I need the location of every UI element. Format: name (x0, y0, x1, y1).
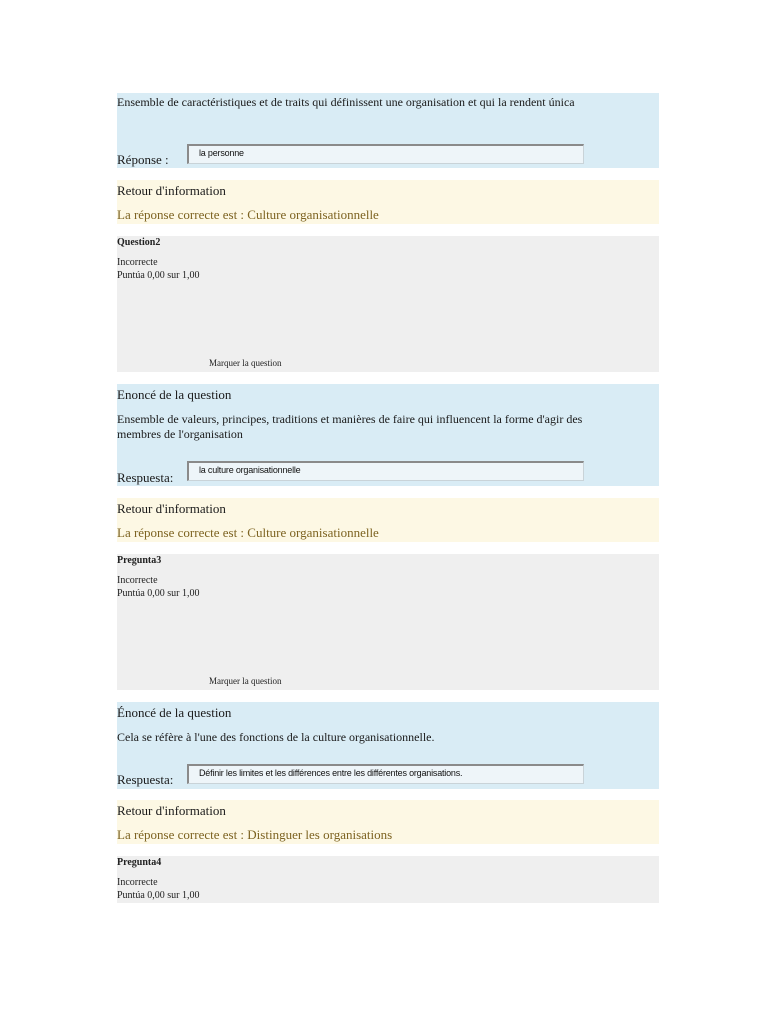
question-3-correct-answer: La réponse correcte est : Distinguer les organisations (117, 827, 393, 842)
question-1-feedback-title: Retour d'information (117, 183, 226, 198)
question-1-correct-answer: La réponse correcte est : Culture organisationnelle (117, 207, 379, 222)
question-2-flag-link[interactable]: Marquer la question (209, 358, 282, 368)
question-2-answer-input[interactable]: la culture organisationnelle (187, 461, 584, 481)
question-4-state: Incorrecte (117, 877, 158, 888)
question-3-grade: Puntúa 0,00 sur 1,00 (117, 588, 200, 599)
question-2-correct-answer: La réponse correcte est : Culture organisationnelle (117, 525, 379, 540)
question-3-formulation (117, 702, 659, 789)
question-2-heading: Enoncé de la question (117, 387, 232, 402)
question-3-state: Incorrecte (117, 575, 158, 586)
question-3-heading: Énoncé de la question (117, 705, 232, 720)
question-3-text: Cela se réfère à l'une des fonctions de la culture organisationnelle. (117, 730, 435, 744)
question-2-info (117, 236, 659, 372)
question-2-feedback (117, 498, 659, 542)
question-3-feedback (117, 800, 659, 844)
question-2-text: Ensemble de valeurs, principes, traditions et manières de faire qui influencent la forme d'agir des membres de l'organisation (117, 412, 583, 441)
question-2-answer-label: Respuesta: (117, 470, 174, 485)
question-3-flag-link[interactable]: Marquer la question (209, 676, 282, 686)
question-2-grade: Puntúa 0,00 sur 1,00 (117, 270, 200, 281)
question-2-state: Incorrecte (117, 257, 158, 268)
question-1-text: Ensemble de caractéristiques et de traits qui définissent une organisation et qui la rendent única (117, 95, 575, 109)
question-4-number: Pregunta4 (117, 857, 162, 868)
question-4-info (117, 856, 659, 903)
question-2-feedback-title: Retour d'information (117, 501, 226, 516)
question-3-info (117, 554, 659, 690)
question-1-answer-input[interactable]: la personne (187, 144, 584, 164)
question-3-answer-input[interactable]: Définir les limites et les différences entre les différentes organisations. (187, 764, 584, 784)
question-3-answer-label: Respuesta: (117, 772, 174, 787)
question-1-formulation (117, 93, 659, 168)
question-2-number: Question2 (117, 237, 161, 248)
question-1-answer-label: Réponse : (117, 152, 169, 167)
question-3-feedback-title: Retour d'information (117, 803, 226, 818)
question-2-formulation (117, 384, 659, 486)
question-4-grade: Puntúa 0,00 sur 1,00 (117, 890, 200, 901)
question-3-number: Pregunta3 (117, 555, 162, 566)
question-1-feedback (117, 180, 659, 224)
